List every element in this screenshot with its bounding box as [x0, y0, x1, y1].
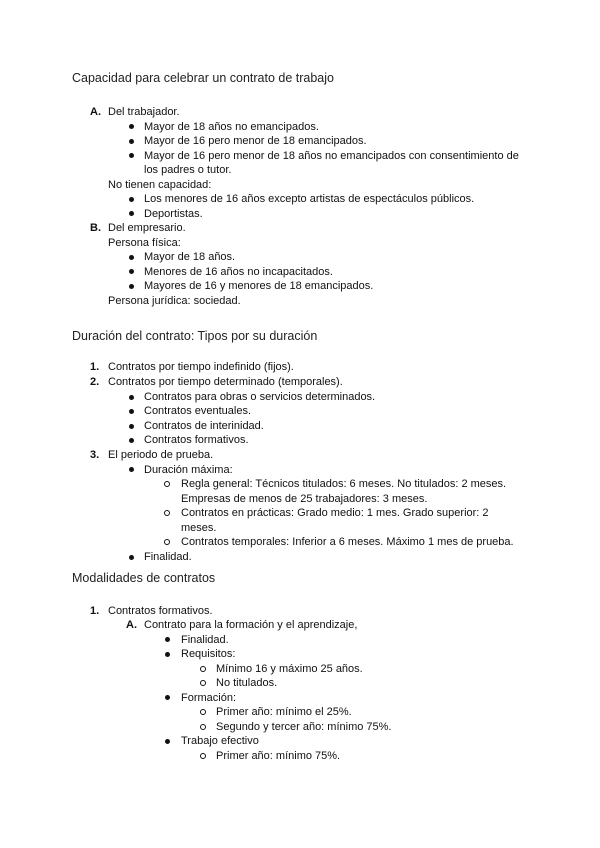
section-heading-capacidad: Capacidad para celebrar un contrato de trabajo [72, 71, 334, 85]
circle-bullet-icon [164, 481, 170, 487]
list-item: Primer año: mínimo 75%. [216, 750, 341, 762]
list-item: Contratos de interinidad. [144, 420, 264, 432]
bullet-icon [129, 467, 134, 472]
list-item: Contratos en prácticas: Grado medio: 1 mes. Grado superior: 2 [181, 507, 489, 519]
bullet-icon [129, 409, 134, 414]
list-item: Menores de 16 años no incapacitados. [144, 266, 333, 278]
list-item: Requisitos: [181, 648, 236, 660]
list-item: Finalidad. [144, 551, 192, 563]
no-capacidad-label: No tienen capacidad: [108, 179, 212, 191]
bullet-icon [129, 197, 134, 202]
list-item: Contratos temporales: Inferior a 6 meses. Máximo 1 mes de prueba. [181, 536, 514, 548]
persona-juridica: Persona jurídica: sociedad. [108, 295, 241, 307]
bullet-icon [165, 652, 170, 657]
list-item-continuation: meses. [181, 522, 217, 534]
list-item: Deportistas. [144, 208, 203, 220]
list-item: Formación: [181, 692, 237, 704]
list-item: Contratos por tiempo indefinido (fijos). [108, 361, 294, 373]
list-marker-2: 2. [90, 376, 100, 388]
circle-bullet-icon [164, 539, 170, 545]
bullet-icon [129, 153, 134, 158]
bullet-icon [129, 211, 134, 216]
list-item: Contratos para obras o servicios determinados. [144, 391, 376, 403]
persona-fisica-label: Persona física: [108, 237, 181, 249]
list-marker-3: 3. [90, 449, 100, 461]
list-item-continuation: Empresas de menos de 25 trabajadores: 3 meses. [181, 493, 428, 505]
list-item: Mínimo 16 y máximo 25 años. [216, 663, 363, 675]
list-item: Duración máxima: [144, 464, 233, 476]
bullet-icon [165, 637, 170, 642]
circle-bullet-icon [200, 680, 206, 686]
list-item: Segundo y tercer año: mínimo 75%. [216, 721, 392, 733]
list-item-continuation: los padres o tutor. [144, 164, 232, 176]
bullet-icon [129, 395, 134, 400]
bullet-icon [129, 284, 134, 289]
list-item: Mayor de 18 años no emancipados. [144, 121, 319, 133]
list-item-del-empresario: Del empresario. [108, 222, 186, 234]
bullet-icon [129, 255, 134, 260]
list-marker-1: 1. [90, 361, 100, 373]
list-item: No titulados. [216, 677, 278, 689]
list-item: Primer año: mínimo el 25%. [216, 706, 352, 718]
bullet-icon [129, 139, 134, 144]
circle-bullet-icon [200, 753, 206, 759]
list-item: Mayor de 18 años. [144, 251, 236, 263]
list-item: Trabajo efectivo [181, 735, 259, 747]
list-item: Contrato para la formación y el aprendizaje, [144, 619, 358, 631]
list-item: Contratos formativos. [144, 434, 249, 446]
circle-bullet-icon [200, 724, 206, 730]
bullet-icon [129, 269, 134, 274]
list-item: El periodo de prueba. [108, 449, 214, 461]
list-marker-1: 1. [90, 605, 100, 617]
list-marker-b: B. [90, 222, 101, 234]
list-item-del-trabajador: Del trabajador. [108, 106, 180, 118]
list-item: Contratos eventuales. [144, 405, 252, 417]
bullet-icon [129, 124, 134, 129]
list-item: Los menores de 16 años excepto artistas de espectáculos públicos. [144, 193, 475, 205]
list-item: Mayor de 16 pero menor de 18 años no emancipados con consentimiento de [144, 150, 519, 162]
list-item: Contratos por tiempo determinado (temporales). [108, 376, 343, 388]
circle-bullet-icon [164, 510, 170, 516]
list-item: Mayores de 16 y menores de 18 emancipados. [144, 280, 374, 292]
circle-bullet-icon [200, 709, 206, 715]
bullet-icon [129, 424, 134, 429]
section-heading-duracion: Duración del contrato: Tipos por su duración [72, 329, 318, 343]
bullet-icon [165, 695, 170, 700]
circle-bullet-icon [200, 666, 206, 672]
list-item: Finalidad. [181, 634, 229, 646]
list-item: Contratos formativos. [108, 605, 213, 617]
list-marker-a: A. [90, 106, 101, 118]
bullet-icon [129, 438, 134, 443]
bullet-icon [165, 739, 170, 744]
list-item: Regla general: Técnicos titulados: 6 meses. No titulados: 2 meses. [181, 478, 507, 490]
list-item: Mayor de 16 pero menor de 18 emancipados. [144, 135, 367, 147]
list-marker-a: A. [126, 619, 137, 631]
bullet-icon [129, 555, 134, 560]
section-heading-modalidades: Modalidades de contratos [72, 571, 216, 585]
